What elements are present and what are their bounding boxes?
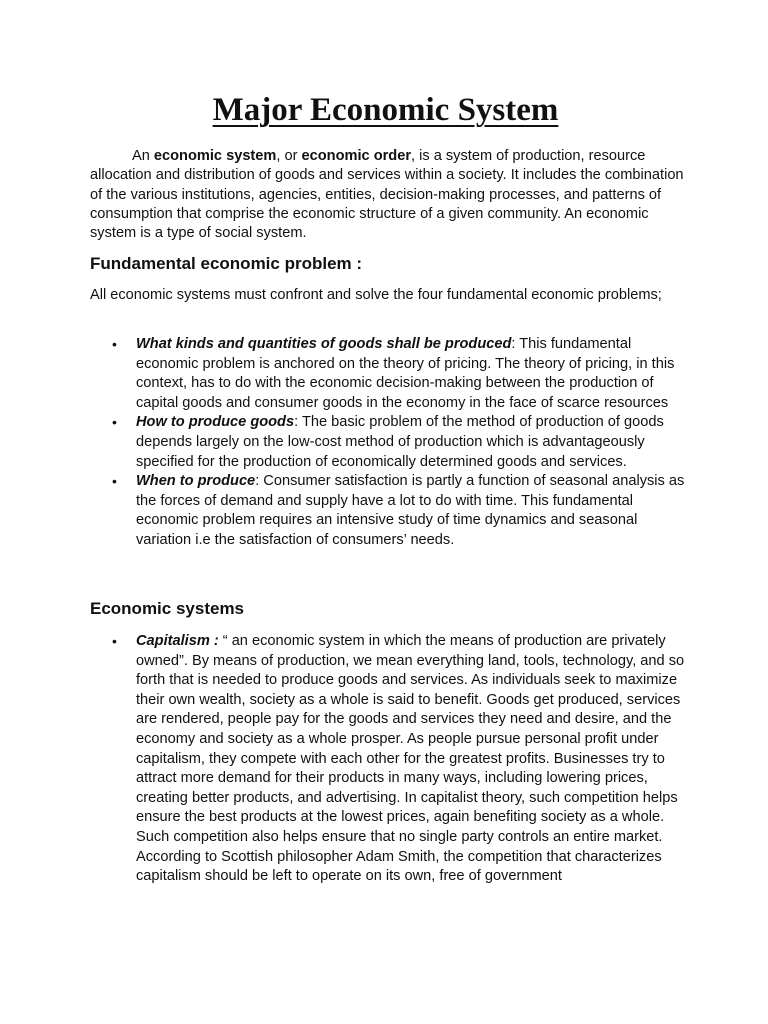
document-title: Major Economic System xyxy=(212,92,559,128)
intro-paragraph xyxy=(90,147,690,243)
section-heading-economic-systems: Economic systems xyxy=(90,599,245,618)
list-item-text: “ an economic system in which the means of production are privately owned”. By means of production, we mean everything land, tools, technology, and so forth that is needed to produce goods and services. As individuals seek to maximize their own wealth, society as a whole is said to benefit. Goods get produced, services are rendered, people pay for the goods and services they need and desire, and the economy and society as a whole prosper. As people pursue personal profit under capitalism, they compete with each other for the greatest profits. Businesses try to attract more demand for their products in many ways, including lowering prices, creating better products, and advertising. In capitalist theory, such competition helps ensure the best products at the lowest prices, again benefiting society as a whole. Such competition also helps ensure that no single party controls an entire market. According to Scottish philosopher Adam Smith, the competition that characterizes capitalism should be left to operate on its own, free of government xyxy=(136,633,685,885)
list-item-term: What kinds and quantities of goods shall be produced xyxy=(136,336,512,352)
list-item-text: : Consumer satisfaction is partly a function of seasonal analysis as the forces of demand and supply have a lot to do with time. This fundamental economic problem requires an intensive study of time dynamics and seasonal variation i.e the satisfaction of consumers’ needs. xyxy=(136,473,685,548)
intro-term-economic-order: economic order xyxy=(301,148,412,164)
section-heading-fundamental-problem: Fundamental economic problem : xyxy=(90,254,363,273)
intro-text-2: , or xyxy=(276,148,302,164)
fundamental-problems-list xyxy=(90,335,688,551)
list-item-text: : The basic problem of the method of production of goods depends largely on the low-cost method of production which is advantageously specified for the production of economically determined goods and services. xyxy=(136,414,664,470)
intro-text-3: , is a system of production, resource allocation and distribution of goods and services within a society. It includes the combination of the various institutions, agencies, entities, decision-making processes, and patterns of consumption that comprise the economic structure of a given community. An economic system is a type of social system. xyxy=(90,148,684,242)
list-item xyxy=(90,472,688,550)
list-item xyxy=(90,413,688,472)
list-item xyxy=(90,632,688,887)
economic-systems-list xyxy=(90,632,688,887)
section1-lead-paragraph: All economic systems must confront and solve the four fundamental economic problems; xyxy=(90,287,662,303)
list-item-term: Capitalism : xyxy=(136,633,219,649)
bullet-icon: • xyxy=(112,633,117,649)
list-item xyxy=(90,335,688,413)
bullet-icon: • xyxy=(112,414,117,431)
list-item-text: : This fundamental economic problem is anchored on the theory of pricing. The theory of pricing, in this context, has to do with the economic decision-making between the production of capital goods and consumer goods in the economy in the face of scarce resources xyxy=(136,336,675,411)
bullet-icon: • xyxy=(112,336,117,352)
bullet-icon: • xyxy=(112,473,117,490)
list-item-term: When to produce xyxy=(136,473,256,490)
list-item-term: How to produce goods xyxy=(136,414,295,431)
intro-text-1: An xyxy=(132,148,154,164)
intro-term-economic-system: economic system xyxy=(153,148,277,164)
